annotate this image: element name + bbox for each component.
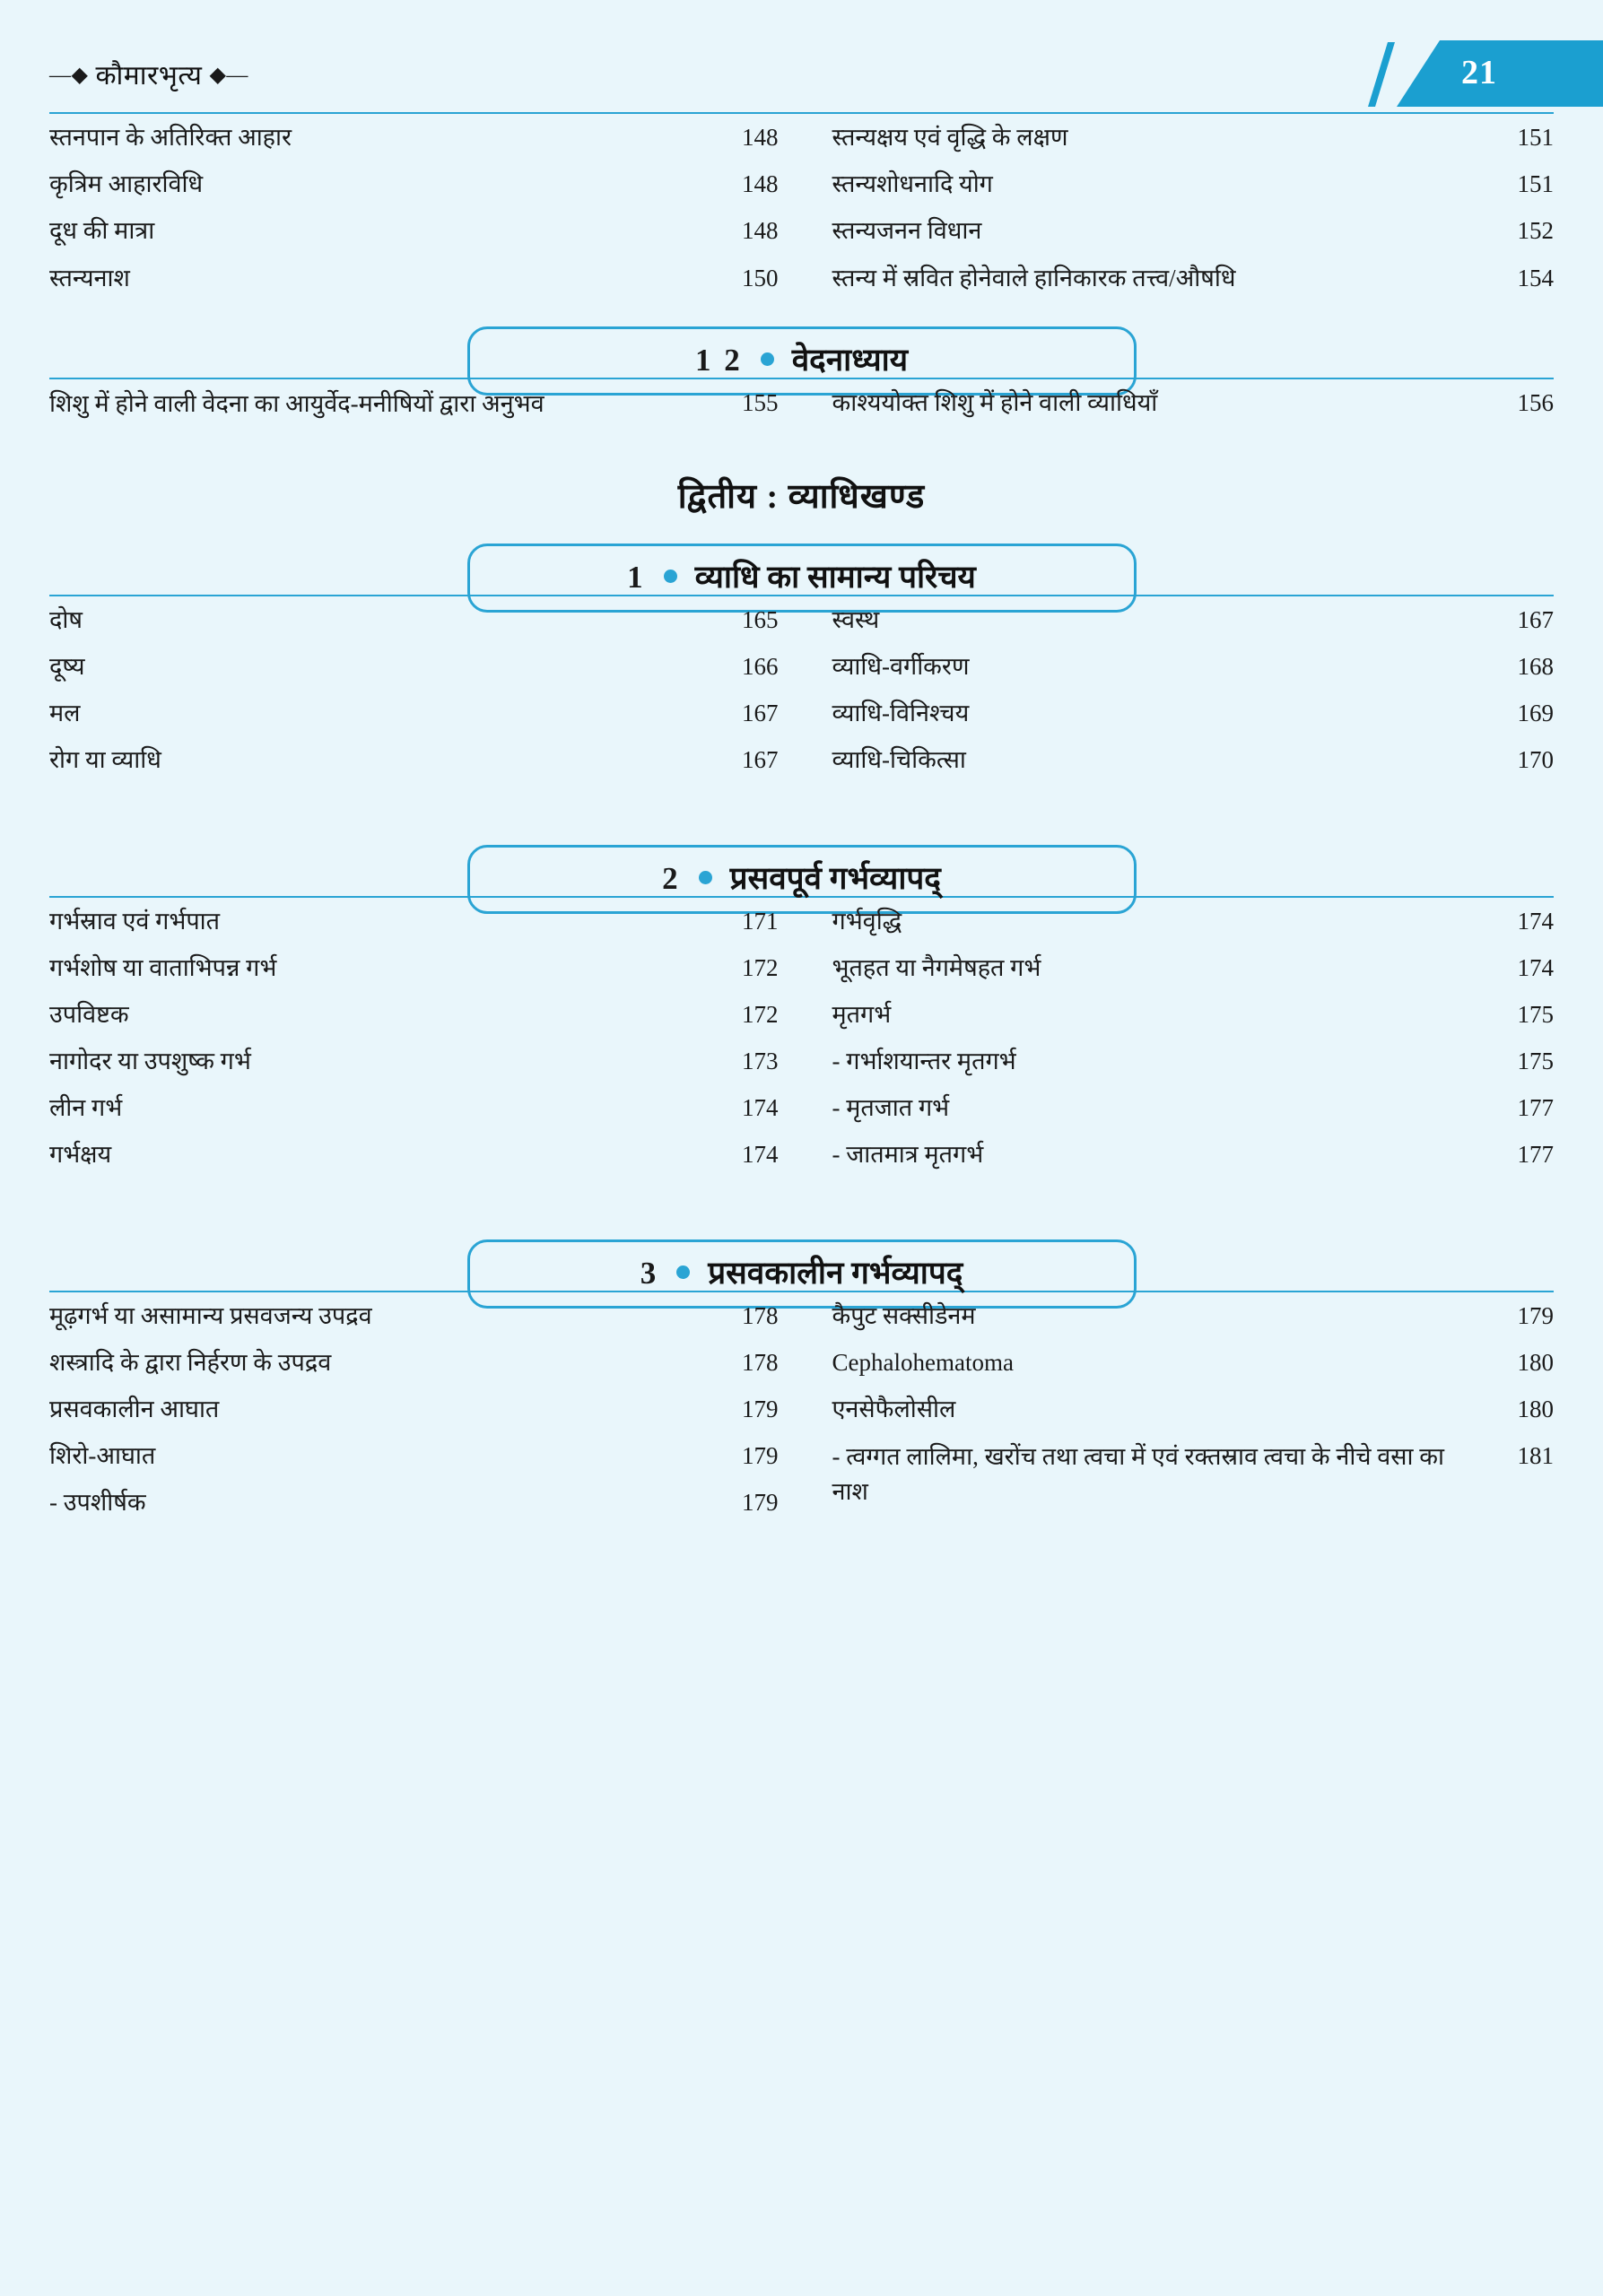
running-head-dash-right: ◆—	[209, 64, 248, 87]
toc-entry-title: दूष्य	[49, 653, 85, 680]
toc-entry-page: 174	[742, 1094, 779, 1122]
toc-entry[interactable]	[832, 1386, 1555, 1432]
page-number-badge	[1316, 40, 1603, 110]
toc-entry-page: 165	[742, 605, 779, 633]
toc-entry[interactable]	[832, 1432, 1555, 1517]
toc-entry-page: 151	[1517, 170, 1554, 198]
toc-entry[interactable]	[832, 1038, 1555, 1084]
top-toc-table	[49, 114, 1554, 301]
toc-entry[interactable]	[832, 161, 1555, 207]
chapter-1-rule	[49, 595, 1554, 596]
toc-entry-page: 179	[742, 1489, 779, 1517]
page-number-text: 21	[1461, 54, 1497, 91]
toc-entry-title: व्याधि-चिकित्सा	[832, 746, 966, 774]
toc-entry[interactable]	[49, 643, 779, 690]
toc-entry-title: व्याधि-विनिश्चय	[832, 700, 970, 727]
chapter-3-right-column	[802, 1292, 1555, 1526]
chapter-1-rule-wrap	[49, 595, 1554, 596]
toc-entry[interactable]	[49, 207, 779, 254]
toc-entry-title: स्तनपान के अतिरिक्त आहार	[49, 124, 292, 151]
toc-entry-page: 177	[1517, 1141, 1554, 1169]
bullet-icon	[761, 352, 774, 366]
toc-entry-title: व्याधि-वर्गीकरण	[832, 653, 970, 680]
toc-entry[interactable]	[49, 255, 779, 301]
toc-entry-title: स्तन्य में स्रवित होनेवाले हानिकारक तत्त्व/औषधि	[832, 264, 1236, 291]
toc-entry-title: मृतगर्भ	[832, 1000, 892, 1028]
toc-entry[interactable]	[49, 1131, 779, 1178]
toc-entry-page: 170	[1517, 746, 1554, 774]
toc-entry[interactable]	[49, 1292, 779, 1339]
spacer	[49, 1178, 1554, 1214]
chapter-title: व्याधि का सामान्य परिचय	[694, 559, 976, 595]
page-header	[49, 0, 1554, 112]
toc-entry-title: गर्भस्राव एवं गर्भपात	[49, 907, 221, 935]
toc-entry-title: - गर्भाशयान्तर मृतगर्भ	[832, 1048, 1016, 1075]
toc-entry-page: 167	[1517, 605, 1554, 633]
chapter-2-rule	[49, 896, 1554, 898]
toc-entry[interactable]	[49, 114, 779, 161]
toc-entry[interactable]	[832, 379, 1555, 426]
toc-entry-title: स्वस्थ	[832, 605, 880, 633]
toc-entry[interactable]	[832, 736, 1555, 783]
toc-entry[interactable]	[49, 1038, 779, 1084]
toc-entry-title: काश्ययोक्त शिशु में होने वाली व्याधियाँ	[832, 388, 1158, 416]
toc-entry-title: नागोदर या उपशुष्क गर्भ	[49, 1048, 251, 1075]
chapter-title: प्रसवकालीन गर्भव्यापद्	[708, 1255, 963, 1291]
chapter-3-left-column	[49, 1292, 802, 1526]
toc-entry-title: कैपुट सक्सीडेनम	[832, 1301, 976, 1329]
toc-entry-page: 174	[1517, 907, 1554, 935]
toc-entry-page: 173	[742, 1048, 779, 1075]
toc-entry[interactable]	[49, 991, 779, 1038]
toc-entry-title: प्रसवकालीन आघात	[49, 1395, 220, 1422]
chapter-2-right-column	[802, 898, 1555, 1178]
toc-entry-title: गर्भशोष या वाताभिपन्न गर्भ	[49, 953, 277, 981]
toc-entry-title: मल	[49, 700, 81, 727]
toc-entry-page: 180	[1517, 1348, 1554, 1376]
toc-entry-title: लीन गर्भ	[49, 1094, 123, 1122]
part-title: द्वितीय : व्याधिखण्ड	[677, 477, 926, 516]
toc-entry-title: - जातमात्र मृतगर्भ	[832, 1141, 984, 1169]
chapter-12-rule-wrap	[49, 378, 1554, 379]
toc-entry-page: 180	[1517, 1395, 1554, 1422]
chapter-number: 2	[662, 860, 681, 896]
top-toc-right-column	[802, 114, 1555, 301]
chapter-1-table	[49, 596, 1554, 784]
running-head-dash-left: —◆	[49, 64, 89, 87]
toc-entry-title: रोग या व्याधि	[49, 746, 161, 774]
toc-entry-page: 175	[1517, 1048, 1554, 1075]
toc-entry-page: 171	[742, 907, 779, 935]
chapter-2-rule-wrap	[49, 896, 1554, 898]
chapter-number: 1 2	[694, 342, 743, 378]
toc-entry-page: 179	[742, 1442, 779, 1470]
toc-entry-page: 174	[1517, 953, 1554, 981]
chapter-12-left-column	[49, 379, 802, 429]
toc-entry-page: 148	[742, 170, 779, 198]
bullet-icon	[676, 1265, 690, 1279]
toc-entry-page: 179	[742, 1395, 779, 1422]
toc-entry-title: गर्भवृद्धि	[832, 907, 902, 935]
toc-entry-title: शिशु में होने वाली वेदना का आयुर्वेद-मनीषियों द्वारा अनुभव	[49, 389, 544, 417]
toc-entry[interactable]	[832, 596, 1555, 643]
toc-entry[interactable]	[832, 114, 1555, 161]
toc-entry[interactable]	[832, 991, 1555, 1038]
toc-entry-title: उपविष्टक	[49, 1000, 129, 1028]
running-head-text: कौमारभृत्य	[95, 61, 203, 91]
toc-entry[interactable]	[832, 898, 1555, 944]
toc-entry-page: 152	[1517, 217, 1554, 245]
toc-entry[interactable]	[49, 944, 779, 991]
toc-entry-page: 148	[742, 124, 779, 151]
toc-entry-page: 172	[742, 1000, 779, 1028]
bullet-icon	[699, 871, 712, 884]
toc-entry[interactable]	[49, 1084, 779, 1131]
toc-entry-title: शिरो-आघात	[49, 1442, 156, 1470]
toc-entry-title: शस्त्रादि के द्वारा निर्हरण के उपद्रव	[49, 1348, 332, 1376]
toc-entry-title: गर्भक्षय	[49, 1141, 112, 1169]
toc-entry[interactable]	[832, 255, 1555, 301]
chapter-12-table	[49, 379, 1554, 429]
toc-entry[interactable]	[49, 736, 779, 783]
page-number-slash-decoration	[1368, 42, 1395, 107]
toc-entry[interactable]	[832, 1292, 1555, 1339]
chapter-3-table	[49, 1292, 1554, 1526]
toc-entry-title: स्तन्यक्षय एवं वृद्धि के लक्षण	[832, 124, 1068, 151]
chapter-2-table	[49, 898, 1554, 1178]
toc-entry-page: 148	[742, 217, 779, 245]
toc-entry[interactable]	[49, 1479, 779, 1526]
toc-entry[interactable]	[832, 1131, 1555, 1178]
page-number-bar	[1397, 40, 1603, 107]
toc-entry[interactable]	[49, 1432, 779, 1479]
toc-entry[interactable]	[832, 207, 1555, 254]
top-toc-left-column	[49, 114, 802, 301]
toc-entry-page: 167	[742, 700, 779, 727]
toc-entry[interactable]	[832, 643, 1555, 690]
chapter-title: प्रसवपूर्व गर्भव्यापद्	[729, 860, 941, 896]
toc-entry[interactable]	[49, 161, 779, 207]
toc-entry-title: कृत्रिम आहारविधि	[49, 170, 204, 198]
toc-entry-page: 181	[1517, 1442, 1554, 1470]
bullet-icon	[664, 570, 677, 583]
toc-entry[interactable]	[49, 1339, 779, 1386]
toc-entry-page: 156	[1517, 388, 1554, 416]
toc-entry-page: 167	[742, 746, 779, 774]
toc-entry[interactable]	[49, 1386, 779, 1432]
toc-entry-page: 154	[1517, 264, 1554, 291]
chapter-3-rule	[49, 1291, 1554, 1292]
toc-entry[interactable]	[832, 1084, 1555, 1131]
toc-entry-page: 178	[742, 1301, 779, 1329]
spacer	[49, 784, 1554, 820]
toc-entry-page: 175	[1517, 1000, 1554, 1028]
toc-entry-page: 177	[1517, 1094, 1554, 1122]
chapter-1-right-column	[802, 596, 1555, 784]
toc-entry-page: 178	[742, 1348, 779, 1376]
toc-entry-title: दोष	[49, 605, 83, 633]
toc-entry-page: 172	[742, 953, 779, 981]
toc-entry-page: 179	[1517, 1301, 1554, 1329]
toc-entry-title: स्तन्यशोधनादि योग	[832, 170, 993, 198]
toc-entry[interactable]	[49, 690, 779, 736]
toc-entry[interactable]	[832, 690, 1555, 736]
toc-entry-title: Cephalohematoma	[832, 1348, 1014, 1376]
toc-entry-page: 169	[1517, 700, 1554, 727]
chapter-12-right-column	[802, 379, 1555, 429]
toc-entry-title: भूतहत या नैगमेषहत गर्भ	[832, 953, 1041, 981]
toc-entry-page: 155	[742, 388, 779, 416]
toc-entry-page: 150	[742, 264, 779, 291]
chapter-title: वेदनाध्याय	[791, 342, 909, 378]
toc-entry[interactable]	[832, 1339, 1555, 1386]
running-head	[49, 56, 248, 92]
chapter-12-rule	[49, 378, 1554, 379]
toc-entry-page: 174	[742, 1141, 779, 1169]
chapter-number: 1	[627, 559, 646, 595]
toc-entry-title: मूढ़गर्भ या असामान्य प्रसवजन्य उपद्रव	[49, 1301, 372, 1329]
chapter-2-left-column	[49, 898, 802, 1178]
toc-entry[interactable]	[49, 898, 779, 944]
toc-entry-title: दूध की मात्रा	[49, 217, 155, 245]
chapter-number: 3	[640, 1255, 659, 1291]
toc-entry[interactable]	[49, 596, 779, 643]
toc-entry-title: स्तन्यनाश	[49, 264, 130, 291]
toc-entry[interactable]	[832, 944, 1555, 991]
chapter-3-rule-wrap	[49, 1291, 1554, 1292]
chapter-1-left-column	[49, 596, 802, 784]
toc-entry-title: स्तन्यजनन विधान	[832, 217, 982, 245]
toc-entry-title: - मृतजात गर्भ	[832, 1094, 950, 1122]
toc-entry-title: - त्वग्गत लालिमा, खरोंच तथा त्वचा में एवं रक्तस्राव त्वचा के नीचे वसा का नाश	[832, 1443, 1444, 1506]
toc-entry-page: 168	[1517, 653, 1554, 680]
toc-entry-page: 166	[742, 653, 779, 680]
toc-entry-title: एनसेफैलोसील	[832, 1395, 956, 1422]
toc-entry-title: - उपशीर्षक	[49, 1489, 146, 1517]
toc-entry-page: 151	[1517, 124, 1554, 151]
toc-entry[interactable]	[49, 379, 779, 429]
